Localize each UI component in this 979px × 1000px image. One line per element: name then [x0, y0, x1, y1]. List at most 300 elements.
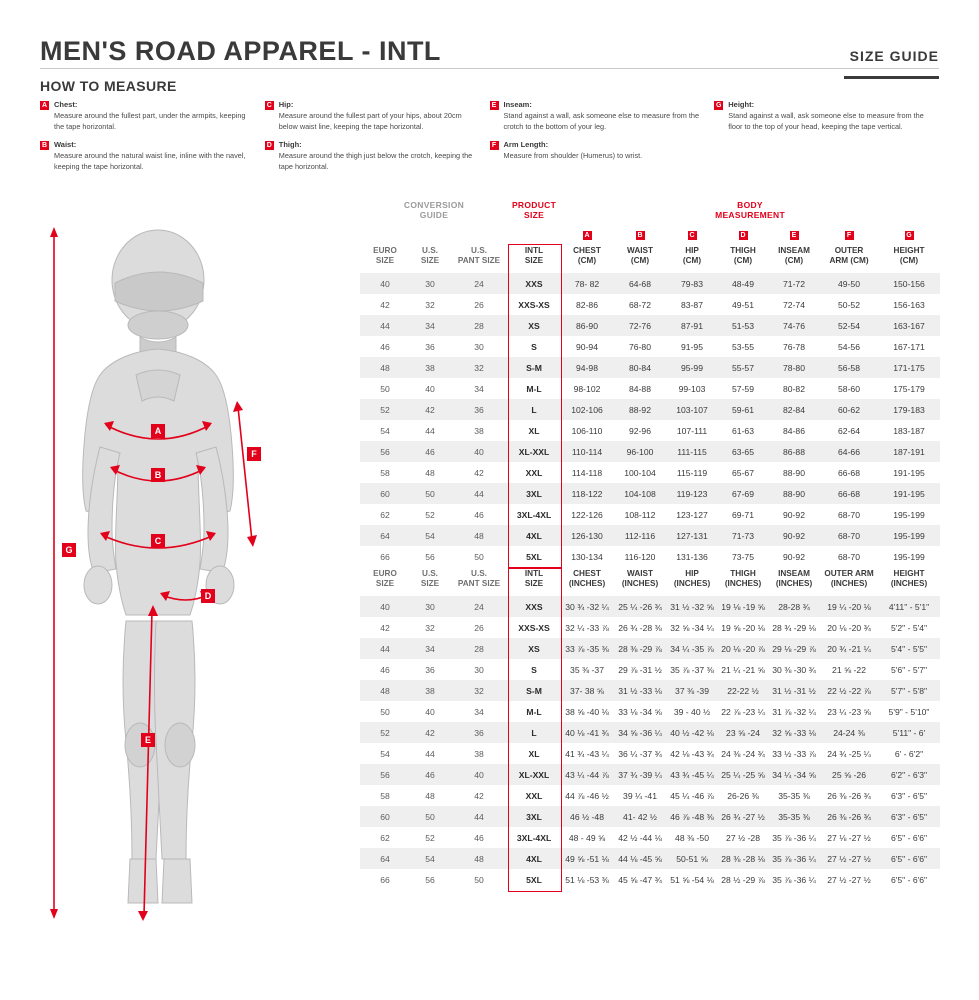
table-cell: 49 ⅝ -51 ⅛ [560, 848, 614, 869]
table-cell: 72-76 [614, 315, 666, 336]
badge-f-icon: F [490, 141, 499, 150]
table-cell: 48 - 49 ⅝ [568, 832, 606, 843]
table-cell: 191-195 [893, 467, 925, 478]
table-cell: 46 [380, 341, 390, 352]
column-header-line2: (CM) [733, 256, 753, 265]
table-cell: 46 [474, 832, 484, 843]
table-cell: 118-122 [560, 483, 614, 504]
table-cell: 42 ½ -44 ⅛ [618, 832, 662, 843]
table-cell: 40 [425, 706, 435, 717]
table-cell: 55-57 [718, 357, 768, 378]
badge-cell-b [614, 224, 666, 244]
size-table [360, 200, 940, 890]
table-cell: 50-52 [838, 299, 860, 310]
column-header [820, 567, 878, 596]
table-cell: 28 [450, 315, 508, 336]
table-row [360, 596, 940, 617]
table-cell: 28 ¾ -29 ⅛ [772, 622, 816, 633]
table-cell: 44 ⅞ -46 ½ [565, 790, 609, 801]
table-cell: 34 [474, 383, 484, 394]
table-cell: 51-53 [718, 315, 768, 336]
cell-intl-size: 3XL [508, 483, 560, 504]
table-cell: 108-112 [624, 509, 656, 520]
column-header-line1: WAIST [627, 569, 653, 578]
table-cell: 36 ¼ -37 ¾ [618, 748, 662, 759]
measure-label: Arm Length: [503, 140, 549, 149]
table-cell: 5'6" - 5'7" [890, 664, 928, 675]
column-header-line2: (CM) [899, 256, 919, 265]
table-cell: 32 ¼ -33 ⅞ [565, 622, 609, 633]
header-underline [844, 76, 939, 79]
table-cell: 38 [474, 748, 484, 759]
table-cell: 29 ⅞ -31 ½ [618, 664, 662, 675]
badge-f-icon: F [845, 231, 854, 240]
column-header-line2: (CM) [784, 256, 804, 265]
table-cell: 183-187 [893, 425, 925, 436]
table-cell: 19 ⅝ -20 ⅛ [721, 622, 765, 633]
table-cell: 62 [380, 832, 390, 843]
table-cell: 76-78 [783, 341, 805, 352]
table-cell: 26 [474, 299, 484, 310]
table-cell: 37- 38 ⅝ [560, 680, 614, 701]
measure-item-inseam [490, 100, 705, 132]
table-cell: 195-199 [893, 509, 925, 520]
table-row [360, 399, 940, 420]
table-cell: 171-175 [878, 357, 940, 378]
badge-b-icon: B [41, 142, 48, 149]
table-cell: 28 [450, 638, 508, 659]
table-cell: 46 [380, 664, 390, 675]
cell-intl-size: XS [508, 315, 560, 336]
table-cell: 33 ½ -33 ⅞ [772, 748, 816, 759]
table-cell: 31 ½ -32 ⅝ [666, 596, 718, 617]
column-header [410, 567, 450, 596]
badge-a-icon: A [584, 232, 590, 239]
table-cell: 64 [360, 525, 410, 546]
table-row [360, 638, 940, 659]
table-cell: 36 [425, 664, 435, 675]
table-cell: 80-84 [614, 357, 666, 378]
column-header-line1: INTL [524, 569, 544, 578]
table-row [360, 827, 940, 848]
column-header-line1: U.S. [422, 246, 438, 255]
table-cell: 41 ¾ -43 ¼ [565, 748, 609, 759]
header-divider [40, 68, 939, 69]
column-header-line2: (INCHES) [724, 579, 762, 588]
table-cell: 103-107 [666, 399, 718, 420]
table-cell: 60-62 [820, 399, 878, 420]
table-cell: 50 [410, 806, 450, 827]
table-cell: 88-92 [614, 399, 666, 420]
cell-intl-size: 5XL [526, 874, 542, 885]
table-cell: 48 [425, 467, 435, 478]
table-cell: 27 ½ -27 ½ [827, 874, 871, 885]
svg-text:G: G [65, 545, 73, 555]
table-cell: 79-83 [666, 273, 718, 294]
measure-desc: Measure from shoulder (Humerus) to wrist. [503, 151, 643, 160]
measure-column-2 [265, 100, 490, 180]
table-cell: 91-95 [681, 341, 703, 352]
cell-intl-size: 5XL [526, 551, 542, 562]
table-cell: 56-58 [820, 357, 878, 378]
table-cell: 36 [450, 399, 508, 420]
table-cell: 25 ⅝ -26 [820, 764, 878, 785]
table-cell: 131-136 [676, 551, 708, 562]
table-cell: 46 ⅞ -48 ⅜ [666, 806, 718, 827]
table-cell: 30 [410, 596, 450, 617]
table-cell: 46 [410, 441, 450, 462]
measure-label: Hip: [278, 100, 294, 109]
table-cell: 58 [380, 790, 390, 801]
column-header [820, 244, 878, 273]
table-cell: 87-91 [666, 315, 718, 336]
table-row [360, 441, 940, 462]
table-cell: 102-106 [560, 399, 614, 420]
table-cell: 24 ⅜ -24 ¾ [721, 748, 765, 759]
table-cell: 116-120 [624, 551, 656, 562]
column-header-line1: THIGH [730, 569, 756, 578]
table-cell: 68-70 [838, 509, 860, 520]
page-title: MEN'S ROAD APPAREL - INTL [40, 36, 441, 66]
table-cell: 112-116 [614, 525, 666, 546]
badge-g-icon: G [716, 102, 722, 109]
cell-intl-size: XXS-XS [518, 622, 550, 633]
table-cell: 73-75 [732, 551, 754, 562]
table-row [360, 869, 940, 890]
table-cell: 95-99 [666, 357, 718, 378]
table-cell: 32 ⅝ -33 ⅛ [768, 722, 820, 743]
table-cell: 39 ¼ -41 [623, 790, 657, 801]
table-cell: 50 [410, 483, 450, 504]
table-cell: 68-70 [838, 551, 860, 562]
table-cell: 110-114 [560, 441, 614, 462]
badge-cell-f [820, 224, 878, 244]
table-row [360, 357, 940, 378]
badge-d-icon: D [740, 232, 746, 239]
table-cell: 32 [425, 299, 435, 310]
table-cell: 72-74 [783, 299, 805, 310]
column-header [666, 244, 718, 273]
table-cell: 21 ⅝ -22 [832, 664, 866, 675]
table-cell: 65-67 [732, 467, 754, 478]
table-cell: 90-92 [768, 525, 820, 546]
badge-cell-g [878, 224, 940, 244]
table-cell: 34 [410, 315, 450, 336]
table-cell: 46 [410, 764, 450, 785]
table-cell: 52 [425, 509, 435, 520]
how-to-measure-grid [40, 100, 939, 180]
table-cell: 36 [450, 722, 508, 743]
column-header [718, 244, 768, 273]
table-cell: 29 ⅛ -29 ⅞ [768, 638, 820, 659]
table-cell: 68-72 [629, 299, 651, 310]
table-cell: 6'5" - 6'6" [890, 832, 928, 843]
column-header-line2: (CM) [577, 256, 597, 265]
column-header-line2: ARM (CM) [829, 256, 869, 265]
badge-e-icon: E [490, 101, 499, 110]
group-product-size: PRODUCT SIZE [511, 200, 557, 220]
cell-intl-size: 3XL-4XL [516, 832, 552, 843]
table-cell: 126-130 [560, 525, 614, 546]
table-cell: 48 [360, 680, 410, 701]
svg-text:B: B [154, 470, 162, 480]
badge-a-icon: A [41, 102, 48, 109]
table-cell: 51 ⅝ -54 ⅛ [670, 874, 714, 885]
measure-column-1 [40, 100, 265, 180]
table-cell: 40 [450, 764, 508, 785]
table-cell: 33 ⅛ -34 ⅝ [618, 706, 662, 717]
column-header-line2: SIZE [420, 579, 440, 588]
table-cell: 22-22 ½ [718, 680, 768, 701]
measure-item-hip [265, 100, 480, 132]
table-cell: 167-171 [893, 341, 925, 352]
table-row [360, 483, 940, 504]
table-cell: 42 [410, 399, 450, 420]
measure-item-height [714, 100, 929, 132]
table-cell: 175-179 [893, 383, 925, 394]
table-cell: 23 ¼ -23 ⅝ [827, 706, 871, 717]
table-cell: 50 [474, 551, 484, 562]
table-row [360, 701, 940, 722]
column-header-line2: SIZE [375, 579, 395, 588]
measure-label: Thigh: [278, 140, 302, 149]
table-row [360, 294, 940, 315]
badge-cell-c [666, 224, 718, 244]
table-cell: 82-86 [576, 299, 598, 310]
column-header-line1: HIP [685, 246, 699, 255]
table-cell: 30 [474, 664, 484, 675]
table-cell: 43 ¾ -45 ¼ [666, 764, 718, 785]
table-cell: 28 ½ -29 ⅞ [721, 874, 765, 885]
cell-intl-size: S [531, 664, 537, 675]
cell-intl-size: 3XL-4XL [516, 509, 552, 520]
table-cell: 114-118 [571, 467, 603, 478]
table-cell: 35 ⅞ -36 ¼ [768, 848, 820, 869]
badge-c-icon: C [689, 232, 695, 239]
table-cell: 34 ¼ -35 ⅞ [666, 638, 718, 659]
table-cell: 66 [380, 874, 390, 885]
table-cell: 119-123 [666, 483, 718, 504]
measure-item-arm-length [490, 140, 705, 162]
table-cell: 54 [380, 425, 390, 436]
column-header [410, 244, 450, 273]
table-cell: 90-92 [783, 551, 805, 562]
column-header-line2: SIZE [524, 256, 544, 265]
table-cell: 6'3" - 6'5" [878, 806, 940, 827]
svg-text:A: A [154, 426, 162, 436]
table-cell: 35 ⅞ -36 ¼ [772, 874, 816, 885]
table-cell: 44 ⅛ -45 ⅝ [614, 848, 666, 869]
table-cell: 50 [380, 383, 390, 394]
cell-intl-size: M-L [526, 706, 542, 717]
column-header-line1: OUTER ARM [824, 569, 874, 578]
table-row [360, 315, 940, 336]
table-cell: 38 [410, 357, 450, 378]
table-cell: 26 ¾ -28 ⅜ [618, 622, 662, 633]
table-cell: 5'4" - 5'5" [878, 638, 940, 659]
table-cell: 33 ⅞ -35 ⅜ [560, 638, 614, 659]
column-header [878, 567, 940, 596]
table-cell: 42 [410, 722, 450, 743]
table-cell: 28 ⅜ -29 ⅞ [614, 638, 666, 659]
table-cell: 71-73 [718, 525, 768, 546]
svg-text:F: F [251, 449, 257, 459]
column-header-line1: HEIGHT [893, 246, 925, 255]
table-cell: 27 ½ -27 ½ [820, 848, 878, 869]
table-cell: 27 ⅛ -27 ½ [827, 832, 871, 843]
table-cell: 64-68 [614, 273, 666, 294]
table-cell: 127-131 [666, 525, 718, 546]
table-cell: 35 ⅞ -37 ⅜ [670, 664, 714, 675]
column-header-line1: EURO [373, 569, 397, 578]
table-cell: 40 ⅛ -41 ¾ [560, 722, 614, 743]
measure-desc: Stand against a wall, ask someone else to measure from the crotch to the bottom of your leg. [503, 111, 699, 131]
table-cell: 42 [474, 790, 484, 801]
table-cell: 20 ⅛ -20 ¾ [827, 622, 871, 633]
table-cell: 39 - 40 ½ [673, 706, 711, 717]
table-row [360, 722, 940, 743]
column-header-line1: U.S. [422, 569, 438, 578]
table-row [360, 617, 940, 638]
table-cell: 63-65 [718, 441, 768, 462]
table-cell: 59-61 [718, 399, 768, 420]
table-cell: 68-70 [820, 525, 878, 546]
cell-intl-size: XXS [508, 596, 560, 617]
table-cell: 32 [425, 622, 435, 633]
column-header-line2: (INCHES) [890, 579, 928, 588]
table-row [360, 378, 940, 399]
table-cell: 53-55 [732, 341, 754, 352]
column-header [878, 244, 940, 273]
table-cell: 115-119 [676, 467, 708, 478]
table-cell: 36 [425, 341, 435, 352]
table-cell: 44 [360, 638, 410, 659]
table-cell: 30 ⅜ -30 ¾ [772, 664, 816, 675]
table-cell: 104-108 [614, 483, 666, 504]
column-header [360, 567, 410, 596]
table-cell: 66-68 [838, 467, 860, 478]
table-cell: 60 [360, 483, 410, 504]
table-cell: 56 [425, 551, 435, 562]
table-cell: 123-127 [676, 509, 708, 520]
table-cell: 48-49 [718, 273, 768, 294]
column-header-line1: THIGH [730, 246, 756, 255]
column-header-line2: (INCHES) [568, 579, 606, 588]
table-cell: 88-90 [783, 467, 805, 478]
table-cell: 38 [410, 680, 450, 701]
column-header-line1: CHEST [573, 246, 601, 255]
column-header [768, 244, 820, 273]
table-cell: 34 [410, 638, 450, 659]
table-cell: 71-72 [768, 273, 820, 294]
table-cell: 35 ⅜ -37 [570, 664, 604, 675]
table-cell: 92-96 [629, 425, 651, 436]
table-cell: 19 ¼ -20 ⅛ [820, 596, 878, 617]
table-cell: 50 [380, 706, 390, 717]
measure-column-4 [714, 100, 939, 180]
table-cell: 84-86 [783, 425, 805, 436]
badge-spacer [410, 224, 450, 244]
measure-desc: Measure around the natural waist line, inline with the navel, keeping the tape horizontal. [54, 151, 246, 171]
column-header-line1: U.S. [471, 569, 487, 578]
table-row [360, 848, 940, 869]
table-cell: 54 [410, 525, 450, 546]
table-cell: 50 [474, 874, 484, 885]
table-cell: 30 ¾ -32 ¼ [560, 596, 614, 617]
table-cell: 45 ¼ -46 ⅞ [670, 790, 714, 801]
table-cell: 34 ¼ -34 ⅝ [768, 764, 820, 785]
table-cell: 26-26 ⅜ [727, 790, 759, 801]
table-cell: 46 ½ -48 [560, 806, 614, 827]
cell-intl-size: XXS-XS [518, 299, 550, 310]
table-row [360, 420, 940, 441]
column-header-line2: SIZE [524, 579, 544, 588]
table-row [360, 785, 940, 806]
table-cell: 24-24 ⅜ [820, 722, 878, 743]
column-header-line2: (CM) [682, 256, 702, 265]
table-cell: 49-50 [820, 273, 878, 294]
table-row [360, 525, 940, 546]
badge-spacer [360, 224, 410, 244]
table-cell: 32 [450, 680, 508, 701]
table-cell: 64-66 [820, 441, 878, 462]
table-cell: 32 ⅝ -34 ¼ [670, 622, 714, 633]
table-cell: 54 [380, 748, 390, 759]
how-to-measure-title: HOW TO MEASURE [40, 78, 177, 94]
svg-text:E: E [144, 735, 152, 745]
table-cell: 94-98 [560, 357, 614, 378]
table-cell: 20 ¾ -21 ¼ [820, 638, 878, 659]
table-cell: 42 [380, 622, 390, 633]
table-cell: 179-183 [878, 399, 940, 420]
table-cell: 23 ⅝ -24 [718, 722, 768, 743]
table-cell: 78-80 [768, 357, 820, 378]
table-cell: 30 [410, 273, 450, 294]
cell-intl-size: XL-XXL [508, 441, 560, 462]
measure-column-3 [490, 100, 715, 180]
column-header-line1: U.S. [471, 246, 487, 255]
column-header-line2: (INCHES) [775, 579, 813, 588]
table-cell: 187-191 [878, 441, 940, 462]
table-cell: 52-54 [820, 315, 878, 336]
table-cell: 28-28 ¾ [768, 596, 820, 617]
table-row [360, 659, 940, 680]
column-header-line1: HIP [685, 569, 699, 578]
measure-desc: Stand against a wall, ask someone else to measure from the floor to the top of your head, keeping the tape vertical. [728, 111, 924, 131]
cell-intl-size: XL [528, 425, 540, 436]
table-cell: 40 [425, 383, 435, 394]
table-cell: 41- 42 ½ [614, 806, 666, 827]
cell-intl-size: XXL [525, 790, 543, 801]
measure-label: Height: [728, 100, 755, 109]
table-cell: 90-92 [783, 509, 805, 520]
table-cell: 22 ½ -22 ⅞ [820, 680, 878, 701]
table-cell: 5'2" - 5'4" [890, 622, 928, 633]
badge-g-icon: G [906, 232, 912, 239]
table-cell: 46 [474, 509, 484, 520]
table-row [360, 680, 940, 701]
table-cell: 40 [360, 273, 410, 294]
column-header [614, 244, 666, 273]
column-header [508, 567, 560, 596]
table-cell: 6' - 6'2" [894, 748, 924, 759]
cell-intl-size: L [508, 722, 560, 743]
table-cell: 42 ⅛ -43 ¾ [670, 748, 714, 759]
table-cell: 52 [425, 832, 435, 843]
table-cell: 52 [360, 722, 410, 743]
table-cell: 44 [450, 806, 508, 827]
table-cell: 44 [450, 483, 508, 504]
